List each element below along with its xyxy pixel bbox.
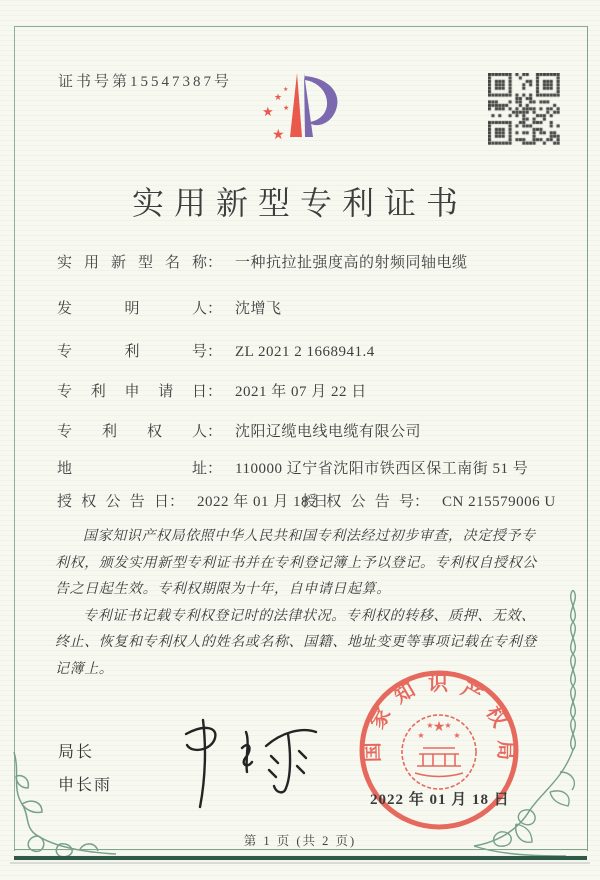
colon: ： [207,424,223,440]
grant-row [57,490,556,511]
certificate-title: 实用新型专利证书 [131,185,468,221]
logo-star-icon: ★ [274,92,283,102]
national-emblem-icon [417,720,460,740]
field-row-filing-date [57,380,367,401]
qr-code [488,73,560,145]
colon: ： [207,255,223,271]
logo-star-icon: ★ [283,104,290,112]
field-row-address [57,457,528,478]
grant-date-value: 2022 年 01 月 18 日 [197,494,329,510]
grant-date-label: 授权公告日 [57,494,169,510]
logo-star-icon: ★ [283,87,289,93]
emblem-star-icon: ★ [453,731,461,740]
officer-title: 局长 [58,744,95,761]
field-row-patentee [57,420,421,441]
cnipa-seal [353,664,525,836]
field-value: 沈增飞 [235,301,282,317]
emblem-gate-icon [415,748,463,777]
colon: ： [207,384,223,400]
colon: ： [207,301,223,317]
field-label: 专利权人 [57,424,207,440]
emblem-star-icon: ★ [426,721,434,730]
logo-star-icon: ★ [272,128,285,143]
field-value: 110000 辽宁省沈阳市铁西区保工南街 51 号 [235,461,529,477]
page-edge-shadow [10,862,590,864]
field-label: 专利号 [57,344,207,360]
grant-no-pair [302,490,556,511]
field-value: 一种抗拉扯强度高的射频同轴电缆 [235,255,468,271]
legal-paragraph-1: 国家知识产权局依照中华人民共和国专利法经过初步审查，决定授予专利权，颁发实用新型专利证书并在专利登记簿上予以登记。专利权自授权公告之日起生效。专利权期限为十年，自申请日起算。 [55,529,537,597]
field-value: 沈阳辽缆电线电缆有限公司 [235,424,422,440]
emblem-star-icon: ★ [432,720,446,735]
logo-star-icon: ★ [262,104,274,119]
field-value: 2021 年 07 月 22 日 [235,384,367,400]
shen-changyu-signature [158,714,333,814]
seal-text: 国家知识产权局 [361,673,517,763]
field-row-patent-no [57,340,375,361]
certificate-number: 证书号第15547387号 [58,74,233,90]
grant-no-label: 授权公告号 [302,494,414,510]
officer-name: 申长雨 [58,777,113,794]
cnipa-logo-icon [250,64,350,164]
emblem-star-icon: ★ [444,721,452,730]
field-label: 地址 [57,461,207,477]
field-row-name [57,251,468,272]
bottom-rule [14,849,587,860]
page-footer: 第 1 页 (共 2 页) [243,834,357,848]
field-row-inventor [57,297,282,318]
field-label: 发明人 [57,301,207,317]
colon: ： [207,344,223,360]
colon: ： [169,494,185,510]
svg-text:国家知识产权局 [361,672,517,762]
colon: ： [414,494,430,510]
grant-no-value: CN 215579006 U [442,494,556,510]
seal-date: 2022 年 01 月 18 日 [370,792,510,808]
field-label: 实用新型名称 [57,255,207,271]
legal-paragraph-2: 专利证书记载专利权登记时的法律状况。专利权的转移、质押、无效、终止、恢复和专利权人的姓名或名称、国籍、地址变更等事项记载在专利登记簿上。 [55,608,537,677]
logo-purple-wedge [304,73,313,137]
logo-red-wedge [290,73,302,137]
field-label: 专利申请日 [57,384,207,400]
colon: ： [207,461,223,477]
field-value: ZL 2021 2 1668941.4 [235,344,375,360]
emblem-star-icon: ★ [417,731,425,740]
